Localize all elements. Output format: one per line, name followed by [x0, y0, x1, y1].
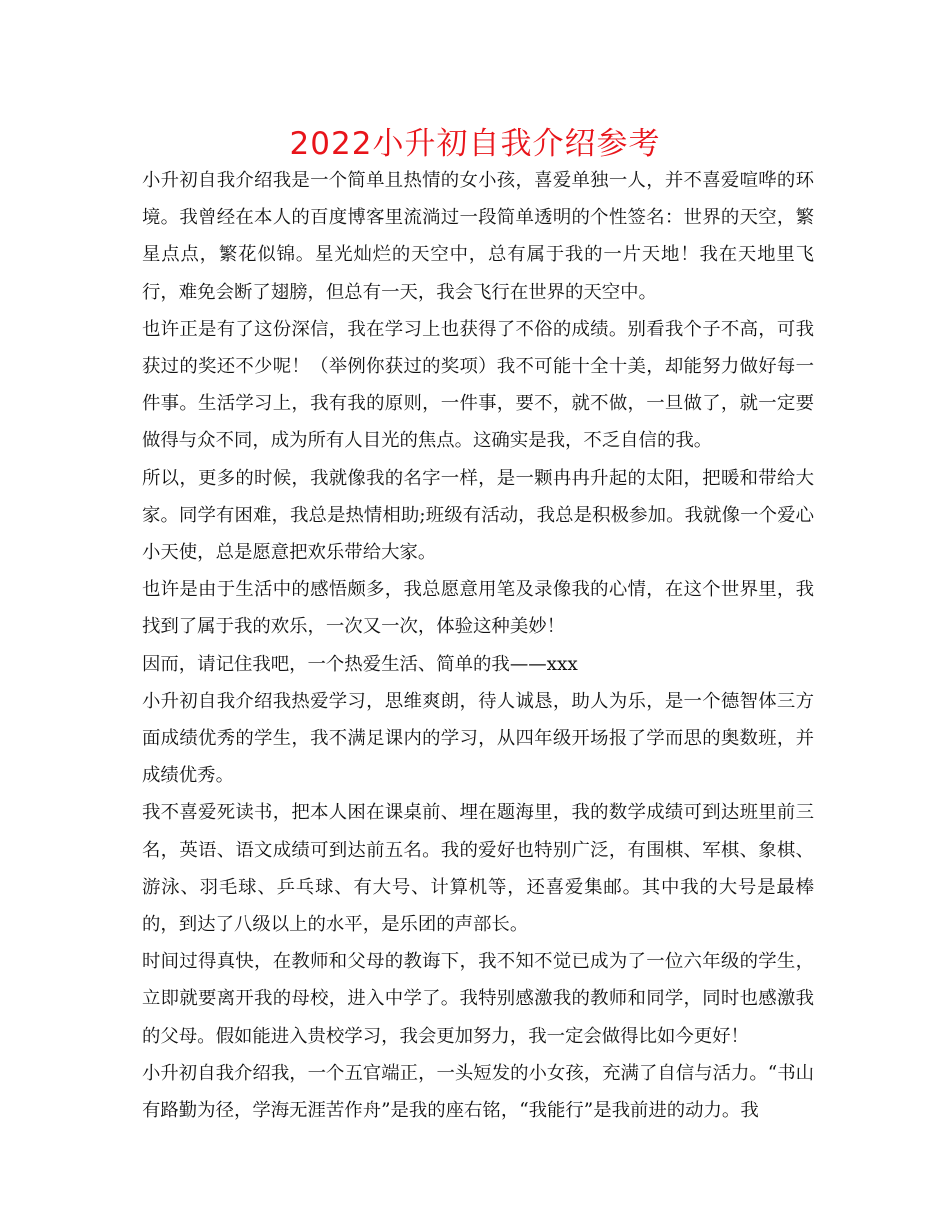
paragraph: 也许正是有了这份深信，我在学习上也获得了不俗的成绩。别看我个子不高，可我获过的奖还不少呢！（举例你获过的奖项）我不可能十全十美，却能努力做好每一件事。生活学习上，我有我的原则，一件事，要不，就不做，一旦做了，就一定要做得与众不同，成为所有人目光的焦点。这确实是我，不乏自信的我。 [142, 318, 814, 452]
document-body [142, 162, 814, 1129]
paragraph: 时间过得真快，在教师和父母的教诲下，我不知不觉已成为了一位六年级的学生，立即就要离开我的母校，进入中学了。我特别感激我的教师和同学，同时也感激我的父母。假如能进入贵校学习，我会更加努力，我一定会做得比如今更好！ [142, 951, 814, 1047]
paragraph: 也许是由于生活中的感悟颇多，我总愿意用笔及录像我的心情，在这个世界里，我找到了属于我的欢乐，一次又一次，体验这种美妙！ [142, 579, 814, 638]
document-title: 2022小升初自我介绍参考 [289, 126, 661, 162]
paragraph: 小升初自我介绍我，一个五官端正，一头短发的小女孩，充满了自信与活力。“书山有路勤为径，学海无涯苦作舟”是我的座右铭，“我能行”是我前进的动力。我 [142, 1062, 814, 1122]
paragraph: 我不喜爱死读书，把本人困在课桌前、埋在题海里，我的数学成绩可到达班里前三名，英语、语文成绩可到达前五名。我的爱好也特别广泛，有围棋、军棋、象棋、游泳、羽毛球、乒乓球、有大号、计算机等，还喜爱集邮。其中我的大号是最棒的，到达了八级以上的水平，是乐团的声部长。 [142, 802, 814, 936]
paragraph: 小升初自我介绍我热爱学习，思维爽朗，待人诚恳，助人为乐，是一个德智体三方面成绩优秀的学生，我不满足课内的学习，从四年级开场报了学而思的奥数班，并成绩优秀。 [142, 690, 814, 787]
paragraph: 小升初自我介绍我是一个简单且热情的女小孩，喜爱单独一人，并不喜爱喧哗的环境。我曾经在本人的百度博客里流淌过一段简单透明的个性签名：世界的天空，繁星点点，繁花似锦。星光灿烂的天空中，总有属于我的一片天地！我在天地里飞行，难免会断了翅膀，但总有一天，我会飞行在世界的天空中。 [142, 170, 814, 303]
paragraph: 因而，请记住我吧，一个热爱生活、简单的我——xxx [142, 653, 578, 675]
paragraph: 所以，更多的时候，我就像我的名字一样，是一颗冉冉升起的太阳，把暖和带给大家。同学有困难，我总是热情相助;班级有活动，我总是积极参加。我就像一个爱心小天使，总是愿意把欢乐带给大家。 [142, 467, 814, 564]
